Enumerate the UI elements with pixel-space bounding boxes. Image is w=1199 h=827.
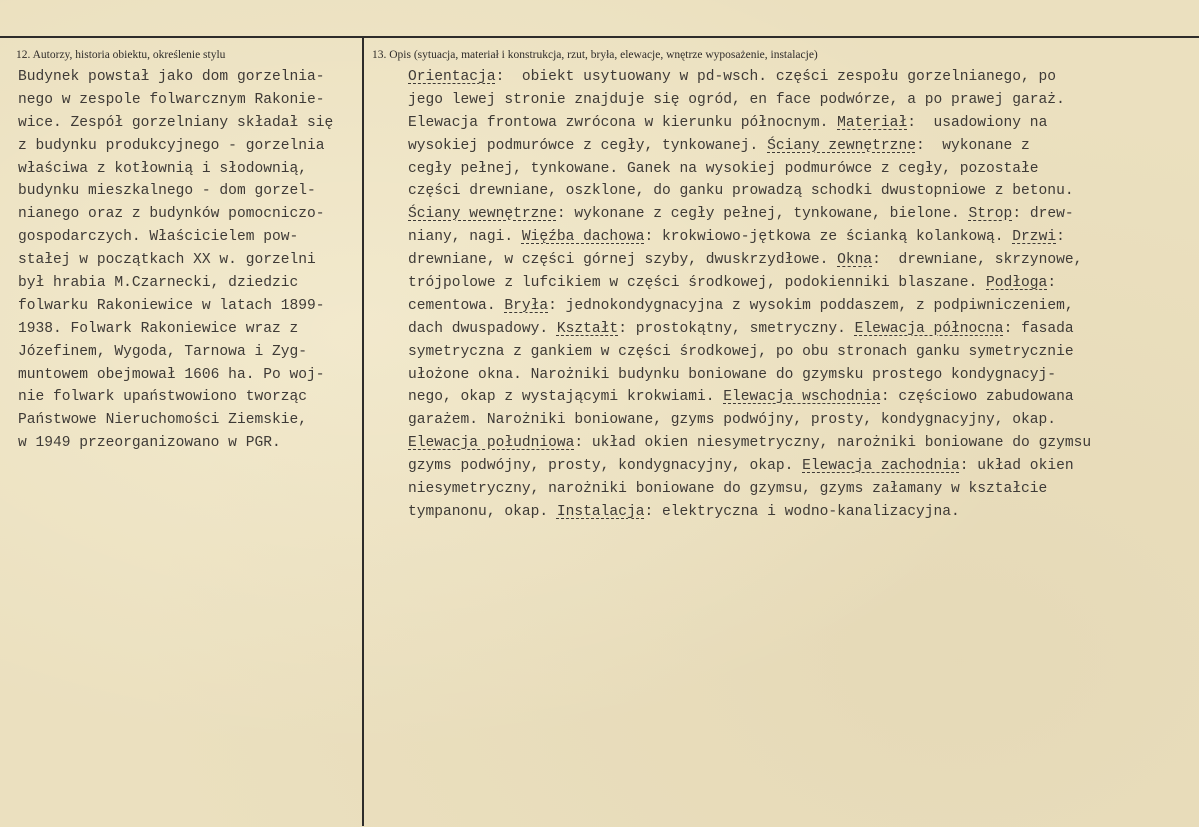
section-13-line [408, 409, 1091, 432]
section-12-line: muntowem obejmował 1606 ha. Po woj- [18, 366, 325, 383]
field-label: Podłoga [986, 275, 1048, 292]
section-13-line [408, 386, 1091, 409]
section-13-line [408, 478, 1091, 501]
field-text: : [1056, 229, 1065, 246]
field-text: : układ okien [959, 458, 1074, 475]
field-text: niesymetryczny, narożniki boniowane do gzymsu, gzyms załamany w kształcie [408, 481, 1048, 498]
field-text: gzyms podwójny, prosty, kondygnacyjny, okap. [408, 458, 803, 475]
section-12-line: wice. Zespół gorzelniany składał się [18, 114, 334, 131]
section-12-line: w 1949 przeorganizowano w PGR. [18, 435, 281, 452]
section-13-line [408, 112, 1091, 135]
section-13-line [408, 364, 1091, 387]
section-13-line [408, 158, 1091, 181]
section-12-text [18, 66, 333, 455]
field-text: nego, okap z wystającymi krokwiami. [408, 389, 724, 406]
column-divider-line [362, 36, 364, 826]
field-text: : [1047, 275, 1057, 292]
section-13-line [408, 180, 1091, 203]
section-13-line [408, 455, 1091, 478]
section-13-heading: 13. Opis (sytuacja, materiał i konstrukcja, rzut, bryła, elewacje, wnętrze wyposażenie, instalacje) [372, 49, 818, 61]
field-label: Elewacja północna [854, 320, 1004, 337]
section-13-line [408, 501, 1091, 524]
section-13-line [408, 341, 1091, 364]
field-label: Bryła [504, 297, 549, 314]
field-text: : obiekt usytuowany w pd-wsch. części zespołu gorzelnianego, po [495, 69, 1057, 85]
section-13-line [408, 203, 1091, 226]
section-13-line [408, 318, 1091, 341]
section-12-line: Józefinem, Wygoda, Tarnowa i Zyg- [18, 343, 308, 360]
field-label: Więźba dachowa [521, 229, 645, 246]
section-12-line: 1938. Folwark Rakoniewice wraz z [18, 320, 299, 337]
field-text: : fasada [1003, 320, 1074, 337]
field-text: : układ okien niesymetryczny, narożniki boniowane do gzymsu [574, 435, 1092, 452]
section-12-line: nego w zespole folwarcznym Rakonie- [18, 91, 325, 108]
section-12-line: folwarku Rakoniewice w latach 1899- [18, 297, 325, 314]
field-label: Ściany zewnętrzne [767, 137, 916, 154]
field-text: : jednokondygnacyjna z wysokim poddaszem, z podpiwniczeniem, [548, 297, 1074, 314]
field-text: cegły pełnej, tynkowane. Ganek na wysokiej podmurówce z cegły, pozostałe [408, 160, 1039, 177]
field-label: Elewacja wschodnia [723, 389, 881, 406]
field-label: Strop [968, 206, 1013, 223]
field-text: niany, nagi. [408, 229, 522, 246]
field-text: : prostokątny, smetryczny. [618, 320, 855, 337]
section-12-line: właściwa z kotłownią i słodownią, [18, 160, 308, 177]
field-label: Materiał [837, 114, 908, 131]
field-label: Elewacja południowa [408, 435, 575, 452]
field-text: Elewacja frontowa zwrócona w kierunku północnym. [408, 114, 838, 131]
field-text: dach dwuspadowy. [408, 320, 557, 337]
field-text: : wykonane z cegły pełnej, tynkowane, bielone. [556, 206, 969, 223]
section-12-line: nianego oraz z budynków pomocniczo- [18, 206, 325, 223]
section-13-line [408, 272, 1091, 295]
field-text: drewniane, w części górnej szyby, dwuskrzydłowe. [408, 252, 838, 269]
section-13-line [408, 249, 1091, 272]
field-text: : częściowo zabudowana [880, 389, 1074, 406]
field-text: trójpolowe z lufcikiem w części środkowej, podokienniki blaszane. [408, 275, 987, 292]
section-13-line [408, 89, 1091, 112]
section-12-line: nie folwark upaństwowiono tworząc [18, 389, 308, 406]
field-text: tympanonu, okap. [408, 503, 557, 520]
section-12-heading: 12. Autorzy, historia obiektu, określenie stylu [16, 49, 226, 61]
section-12-line: był hrabia M.Czarnecki, dziedzic [18, 275, 299, 292]
field-text: części drewniane, oszklone, do ganku prowadzą schodki dwustopniowe z betonu. [408, 183, 1074, 200]
section-12-line: z budynku produkcyjnego - gorzelnia [18, 137, 325, 154]
field-label: Elewacja zachodnia [802, 458, 960, 475]
field-label: Instalacja [556, 503, 645, 520]
section-13-text [408, 66, 1091, 524]
field-label: Okna [837, 252, 873, 269]
field-label: Orientacja [408, 69, 496, 85]
section-13-line [408, 226, 1091, 249]
field-text: : krokwiowo-jętkowa ze ścianką kolankową. [644, 229, 1013, 246]
section-12-line: budynku mieszkalnego - dom gorzel- [18, 183, 316, 200]
field-text: wysokiej podmurówce z cegły, tynkowanej. [408, 137, 768, 154]
field-text: : drewniane, skrzynowe, [872, 252, 1083, 269]
section-12-line: gospodarczych. Właścicielem pow- [18, 229, 299, 246]
section-12-line: Państwowe Nieruchomości Ziemskie, [18, 412, 308, 429]
field-label: Kształt [556, 320, 619, 337]
field-label: Ściany wewnętrzne [408, 206, 557, 223]
section-13-line [408, 66, 1091, 89]
field-label: Drzwi [1012, 229, 1057, 246]
field-text: : usadowiony na [907, 114, 1048, 131]
section-13-line [408, 432, 1091, 455]
section-12-line: Budynek powstał jako dom gorzelnia- [18, 69, 325, 85]
field-text: : wykonane z [915, 137, 1030, 154]
field-text: garażem. Narożniki boniowane, gzyms podwójny, prosty, kondygnacyjny, okap. [408, 412, 1057, 429]
section-13-line [408, 295, 1091, 318]
section-12-line: stałej w początkach XX w. gorzelni [18, 252, 316, 269]
field-text: : elektryczna i wodno-kanalizacyjna. [644, 503, 960, 520]
section-13-line [408, 135, 1091, 158]
field-text: : drew- [1012, 206, 1074, 223]
field-text: jego lewej stronie znajduje się ogród, en face podwórze, a po prawej garaż. [408, 91, 1065, 108]
field-text: symetryczna z gankiem w części środkowej, po obu stronach ganku symetrycznie [408, 343, 1074, 360]
field-text: ułożone okna. Narożniki budynku boniowane do gzymsku prostego kondygnacyj- [408, 366, 1057, 383]
field-text: cementowa. [408, 297, 505, 314]
top-border-line [0, 36, 1199, 38]
